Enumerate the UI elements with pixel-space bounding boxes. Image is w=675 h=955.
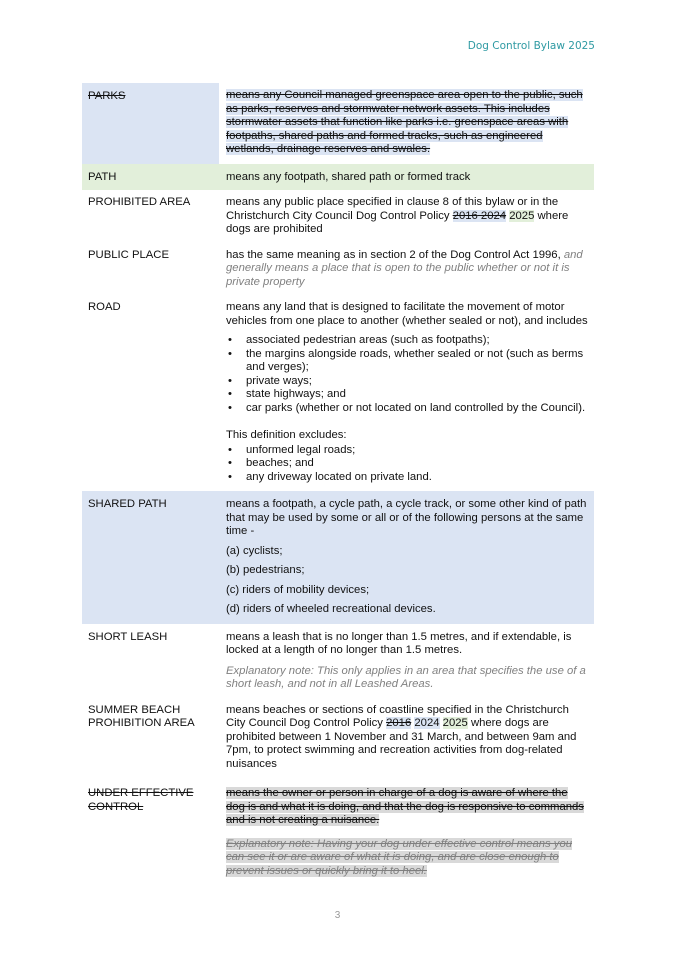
summer-beach-text-1: means beaches or sections of coastline specified in the Christchurch City Council Dog Control Policy	[226, 703, 569, 729]
prohibited-area-text-2: where dogs are prohibited	[226, 209, 569, 235]
definition-row-road	[82, 295, 594, 491]
running-header: Dog Control Bylaw 2025	[467, 40, 595, 52]
definition-row-prohibited-area	[82, 190, 594, 243]
definition-row-path	[82, 164, 594, 191]
year-2016-deleted: 2016	[386, 717, 412, 729]
list-item: • associated pedestrian areas (such as footpaths);	[226, 334, 588, 348]
definition-row-public-place	[82, 243, 594, 296]
definition-row-shared-path	[82, 491, 594, 624]
definition-parks	[219, 83, 594, 164]
definition-row-parks	[82, 83, 594, 164]
road-excludes-intro: This definition excludes:	[226, 429, 347, 441]
under-control-text	[226, 787, 588, 828]
under-control-note	[226, 838, 588, 879]
list-item: • the margins alongside roads, whether sealed or not (such as berms and verges);	[226, 348, 588, 375]
list-item: (c) riders of mobility devices;	[226, 583, 370, 596]
definition-row-under-effective-control	[82, 781, 594, 884]
summer-beach-text-2: where dogs are prohibited between 1 November and 31 March, and between 9am and 7pm, to protect swimming and recreation activities from dog-related nuisances	[226, 717, 577, 770]
list-item: • private ways;	[226, 375, 588, 389]
short-leash-text: means a leash that is no longer than 1.5 metres, and if extendable, is locked at a length of no longer than 1.5 metres.	[226, 630, 572, 656]
definitions-table	[82, 83, 594, 884]
term-shared-path: SHARED PATH	[88, 498, 167, 510]
list-item: • beaches; and	[226, 457, 588, 471]
page-number: 3	[334, 910, 341, 921]
year-2025-inserted: 2025	[509, 209, 535, 222]
definition-summer-beach	[219, 698, 594, 778]
short-leash-note: Explanatory note: This only applies in an area that specifies the use of a short leash, and not in all Leashed Areas.	[226, 664, 586, 690]
list-item: (d) riders of wheeled recreational devices.	[226, 603, 436, 615]
term-road: ROAD	[88, 301, 121, 313]
definition-path: means any footpath, shared path or formed track	[219, 164, 594, 191]
definition-short-leash	[219, 624, 594, 698]
term-short-leash: SHORT LEASH	[88, 630, 168, 643]
term-parks: PARKS	[88, 90, 126, 102]
under-control-text-span: means the owner or person in charge of a dog is aware of where the dog is and what it is doing, and that the dog is responsive to commands and is not creating a nuisance.	[226, 787, 584, 826]
public-place-note: and generally means a place that is open to the public whether or not it is private property	[226, 248, 583, 288]
term-summer-beach: SUMMER BEACH PROHIBITION AREA	[88, 703, 195, 729]
definition-row-short-leash	[82, 624, 594, 698]
prohibited-area-text-1: means any public place specified in clause 8 of this bylaw or in the Christchurch City Council Dog Control Policy	[226, 196, 559, 222]
shared-path-text: means a footpath, a cycle path, a cycle track, or some other kind of path that may be used by some or all or of the following persons at the same time -	[226, 498, 587, 537]
definition-row-summer-beach	[82, 698, 594, 778]
list-item: (b) pedestrians;	[226, 564, 305, 576]
year-2024-deleted: 2024	[477, 209, 507, 222]
list-item: • unformed legal roads;	[226, 444, 588, 458]
under-control-note-span: Explanatory note: Having your dog under effective control means you can see it or are aware of what it is doing, and are close enough to prevent issues or quickly bring it to heel.	[226, 837, 573, 877]
definition-under-effective-control	[219, 781, 594, 884]
road-includes-list	[226, 334, 588, 415]
definition-prohibited-area	[219, 190, 594, 243]
year-2025-inserted: 2025	[442, 717, 468, 729]
definition-parks-text: means any Council managed greenspace area open to the public, such as parks, reserves and stormwater network assets. This includes stormwater assets that function like parks i.e. greenspace areas with footpaths, shared paths and formed tracks, such as engineered wetlands, drainage reserves and swales.	[226, 89, 583, 155]
list-item: • state highways; and	[226, 388, 588, 402]
definition-public-place	[219, 243, 594, 296]
year-2016-deleted: 2016	[452, 209, 478, 222]
term-public-place: PUBLIC PLACE	[88, 248, 169, 261]
definition-road	[219, 295, 594, 491]
year-2024-deleted: 2024	[414, 717, 440, 729]
definition-shared-path	[219, 491, 594, 624]
list-item: • any driveway located on private land.	[226, 471, 588, 485]
road-intro: means any land that is designed to facilitate the movement of motor vehicles from one place to another (whether sealed or not), and includes	[226, 301, 588, 327]
public-place-text: has the same meaning as in section 2 of the Dog Control Act 1996,	[226, 248, 561, 261]
list-item: • car parks (whether or not located on land controlled by the Council).	[226, 402, 588, 416]
term-under-effective-control: UNDER EFFECTIVE CONTROL	[88, 787, 194, 813]
list-item: (a) cyclists;	[226, 544, 283, 557]
road-excludes-list	[226, 444, 588, 485]
term-path: PATH	[82, 164, 219, 191]
term-prohibited-area: PROHIBITED AREA	[88, 196, 191, 208]
